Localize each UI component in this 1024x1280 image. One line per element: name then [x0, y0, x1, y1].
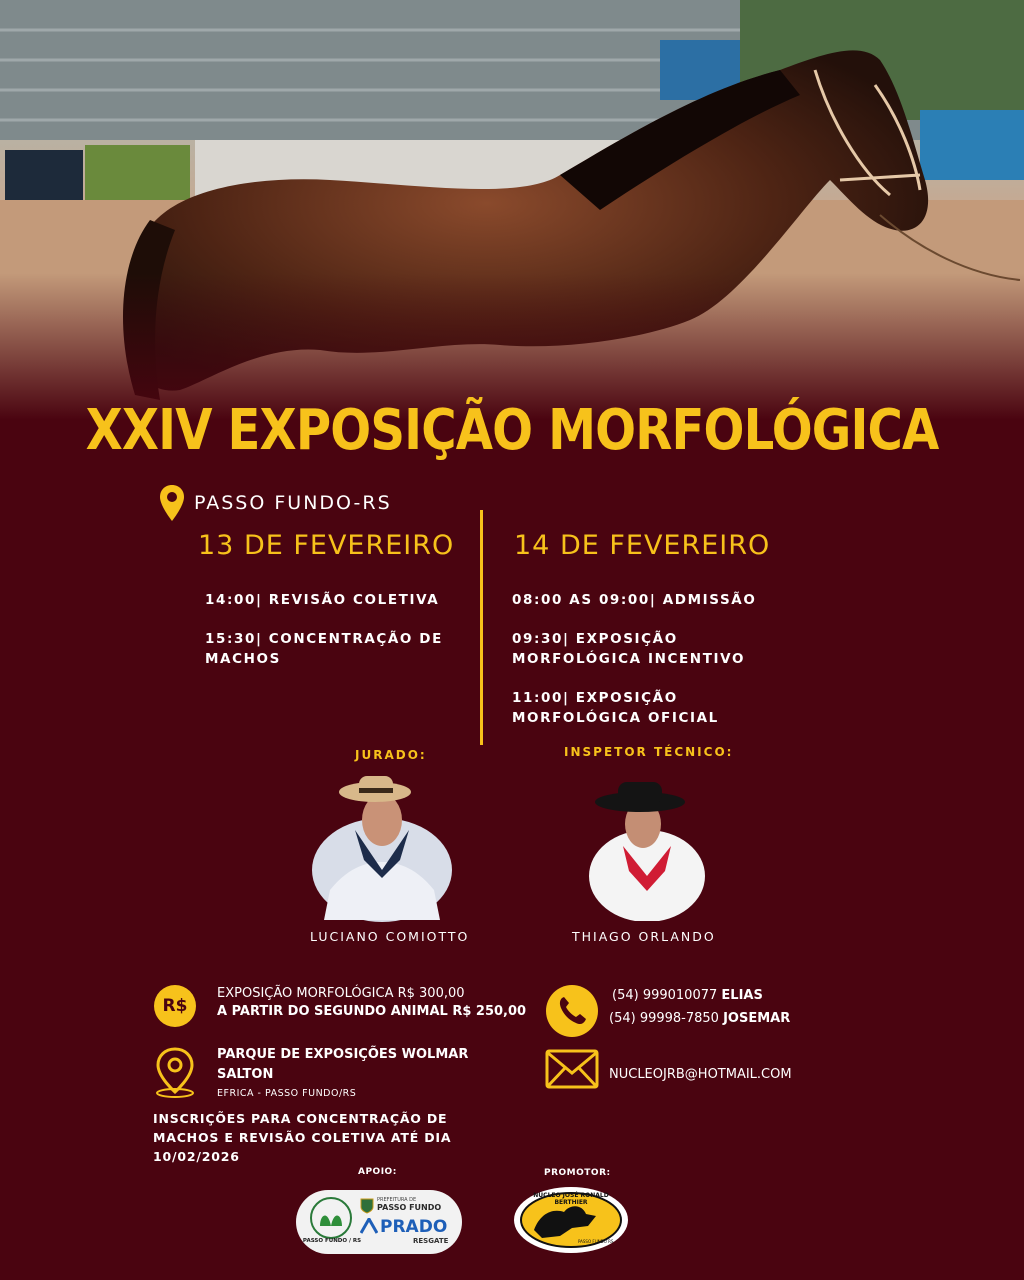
judge-role: JURADO:	[355, 748, 427, 762]
schedule-item: 08:00 AS 09:00| ADMISSÃO	[512, 592, 757, 608]
day-1-heading: 13 DE FEVEREIRO	[198, 530, 455, 561]
judge-avatar	[310, 770, 455, 922]
contact-2-phone: (54) 99998-7850	[609, 1011, 719, 1026]
schedule-item: 14:00| REVISÃO COLETIVA	[205, 592, 440, 608]
judge-name: LUCIANO COMIOTTO	[310, 929, 470, 944]
schedule-item: 11:00| EXPOSIÇÃO MORFOLÓGICA OFICIAL	[512, 690, 719, 726]
page-title: XXIV EXPOSIÇÃO MORFOLÓGICA	[85, 398, 939, 463]
location	[160, 485, 392, 521]
price-line-2: A PARTIR DO SEGUNDO ANIMAL R$ 250,00	[217, 1004, 527, 1019]
contact-2	[609, 1009, 790, 1029]
money-icon-label: R$	[162, 996, 188, 1016]
agriculture-logo-icon	[306, 1196, 356, 1240]
sponsor-3-caption: RESGATE	[413, 1237, 449, 1245]
promoter-label: PROMOTOR:	[544, 1168, 611, 1178]
inspector-avatar	[585, 776, 710, 921]
sponsor-2-name: PASSO FUNDO	[377, 1203, 442, 1212]
sponsors-logo-strip	[296, 1190, 462, 1254]
contact-1-name: ELIAS	[721, 988, 763, 1003]
promoter-name: NÚCLEO JOSÉ RONALD BERTHIER	[533, 1192, 609, 1206]
map-pin-icon	[160, 485, 184, 521]
inspector-name: THIAGO ORLANDO	[572, 929, 716, 944]
phone-icon	[545, 984, 599, 1038]
support-label: APOIO:	[358, 1167, 397, 1177]
venue-name: PARQUE DE EXPOSIÇÕES WOLMAR SALTON	[217, 1047, 469, 1082]
location-pin-icon	[153, 1046, 197, 1098]
schedule-divider	[480, 510, 483, 745]
registration-deadline: INSCRIÇÕES PARA CONCENTRAÇÃO DE MACHOS E REVISÃO COLETIVA ATÉ DIA 10/02/2026	[153, 1111, 452, 1164]
sponsor-3-name: PRADO	[380, 1217, 448, 1237]
inspector-role: INSPETOR TÉCNICO:	[564, 745, 734, 759]
price-line-1: EXPOSIÇÃO MORFOLÓGICA R$ 300,00	[217, 986, 465, 1001]
venue-city: EFRICA - PASSO FUNDO/RS	[217, 1088, 357, 1099]
hero-photo	[0, 0, 1024, 420]
schedule-item: 09:30| EXPOSIÇÃO MORFOLÓGICA INCENTIVO	[512, 631, 746, 667]
sponsor-1-caption: PASSO FUNDO / RS	[302, 1238, 362, 1244]
prado-logo-icon	[360, 1218, 378, 1234]
contact-email[interactable]: NUCLEOJRB@HOTMAIL.COM	[609, 1067, 792, 1082]
city-crest-icon	[360, 1198, 374, 1214]
horse-illustration	[0, 0, 1024, 420]
envelope-icon	[545, 1049, 599, 1089]
day-2-heading: 14 DE FEVEREIRO	[514, 530, 771, 561]
contact-1	[612, 986, 763, 1006]
promoter-caption: PASSO FUNDO RS	[578, 1239, 614, 1244]
sponsor-2-caption: PREFEITURA DE	[377, 1197, 417, 1203]
location-text: PASSO FUNDO-RS	[194, 492, 392, 514]
schedule-item: 15:30| CONCENTRAÇÃO DE MACHOS	[205, 631, 443, 667]
contact-2-name: JOSEMAR	[723, 1011, 791, 1026]
contact-1-phone: (54) 999010077	[612, 988, 718, 1003]
